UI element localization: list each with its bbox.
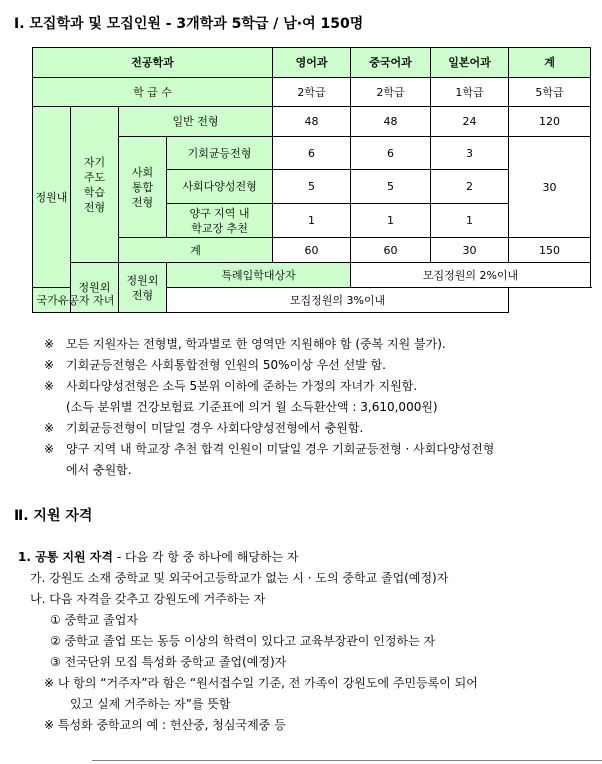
general-total: 120 xyxy=(509,107,591,137)
section-1-title: Ⅰ. 모집학과 및 모집인원 - 3개학과 5학급 / 남·여 150명 xyxy=(14,16,364,32)
local-school-chinese: 1 xyxy=(351,204,431,238)
special-admission-value: 모집정원의 2%이내 xyxy=(351,263,591,288)
subtotal-japanese: 30 xyxy=(431,238,509,263)
note-mark-4: ※ xyxy=(44,421,55,435)
qualification-na: 나. 다음 자격을 갖추고 강원도에 거주하는 자 xyxy=(30,592,266,606)
remark-1-continued: 있고 실제 거주하는 자”를 뜻함 xyxy=(70,697,231,711)
diversity-label: 사회다양성전형 xyxy=(167,170,273,204)
note-3-detail: (소득 분위별 건강보험료 기준표에 의거 월 소득환산액 : 3,610,000원) xyxy=(66,400,438,414)
note-5: 양구 지역 내 학교장 추천 합격 인원이 미달일 경우 기회균등전형 · 사회다양성전형 xyxy=(66,442,495,456)
header-chinese: 중국어과 xyxy=(351,48,431,78)
diversity-japanese: 2 xyxy=(431,170,509,204)
qualification-1-rest: - 다음 각 항 중 하나에 해당하는 자 xyxy=(113,550,299,564)
note-mark-5: ※ xyxy=(44,442,55,456)
note-mark-1: ※ xyxy=(44,337,55,351)
classes-english: 2학급 xyxy=(273,78,351,107)
condition-1: ① 중학교 졸업자 xyxy=(50,613,138,627)
section-2-title: Ⅱ. 지원 자격 xyxy=(14,508,93,524)
veterans-label: 국가유공자 자녀 xyxy=(33,288,119,313)
special-admission-label: 특례입학대상자 xyxy=(167,263,351,288)
diversity-english: 5 xyxy=(273,170,351,204)
note-3: 사회다양성전형은 소득 5분위 이하에 준하는 가정의 자녀가 지원함. xyxy=(66,379,418,393)
remark-2: ※ 특성화 중학교의 예 : 헌산중, 청심국제중 등 xyxy=(44,718,286,732)
classes-japanese: 1학급 xyxy=(431,78,509,107)
veterans-value: 모집정원의 3%이내 xyxy=(167,288,509,313)
diversity-chinese: 5 xyxy=(351,170,431,204)
local-school-japanese: 1 xyxy=(431,204,509,238)
note-mark-3: ※ xyxy=(44,379,55,393)
self-directed-label: 자기 주도 학습 전형 xyxy=(71,107,119,263)
local-school-english: 1 xyxy=(273,204,351,238)
extra-label: 정원외 xyxy=(71,263,119,313)
condition-2: ② 중학교 졸업 또는 동등 이상의 학력이 있다고 교육부장관이 인정하는 자 xyxy=(50,634,436,648)
header-major: 전공학과 xyxy=(33,48,273,78)
subtotal-chinese: 60 xyxy=(351,238,431,263)
subtotal-english: 60 xyxy=(273,238,351,263)
qualification-ga: 가. 강원도 소재 중학교 및 외국어고등학교가 없는 시 · 도의 중학교 졸업(예정)자 xyxy=(30,571,449,585)
note-2: 기회균등전형은 사회통합전형 인원의 50%이상 우선 선발 함. xyxy=(66,358,386,372)
social-total: 30 xyxy=(509,137,591,238)
general-label: 일반 전형 xyxy=(119,107,273,137)
general-english: 48 xyxy=(273,107,351,137)
regular-label: 정원내 xyxy=(33,107,71,288)
header-total: 계 xyxy=(509,48,591,78)
note-1: 모든 지원자는 전형별, 학과별로 한 영역만 지원해야 함 (중복 지원 불가). xyxy=(66,337,446,351)
admission-table xyxy=(32,47,591,313)
equal-opportunity-japanese: 3 xyxy=(431,137,509,170)
qualification-1-title: 1. 공통 지원 자격 xyxy=(18,550,113,564)
equal-opportunity-label: 기회균등전형 xyxy=(167,137,273,170)
subtotal-label: 계 xyxy=(119,238,273,263)
note-mark-2: ※ xyxy=(44,358,55,372)
subtotal-total: 150 xyxy=(509,238,591,263)
social-label: 사회 통합 전형 xyxy=(119,137,167,238)
condition-3: ③ 전국단위 모집 특성화 중학교 졸업(예정)자 xyxy=(50,655,287,669)
general-chinese: 48 xyxy=(351,107,431,137)
general-japanese: 24 xyxy=(431,107,509,137)
classes-chinese: 2학급 xyxy=(351,78,431,107)
note-4: 기회균등전형이 미달일 경우 사회다양성전형에서 충원함. xyxy=(66,421,364,435)
equal-opportunity-english: 6 xyxy=(273,137,351,170)
note-5-continued: 에서 충원함. xyxy=(66,463,132,477)
local-school-label: 양구 지역 내 학교장 추천 xyxy=(167,204,273,238)
header-english: 영어과 xyxy=(273,48,351,78)
header-japanese: 일본어과 xyxy=(431,48,509,78)
remark-1: ※ 나 항의 “거주자”라 함은 “원서접수일 기준, 전 가족이 강원도에 주민등록이 되어 xyxy=(44,676,478,690)
classes-total: 5학급 xyxy=(509,78,591,107)
extra-type-label: 정원외 전형 xyxy=(119,263,167,313)
qualification-block xyxy=(18,547,598,736)
equal-opportunity-chinese: 6 xyxy=(351,137,431,170)
notes-block xyxy=(44,334,594,481)
classes-label: 학 급 수 xyxy=(33,78,273,107)
bottom-divider xyxy=(92,760,602,761)
